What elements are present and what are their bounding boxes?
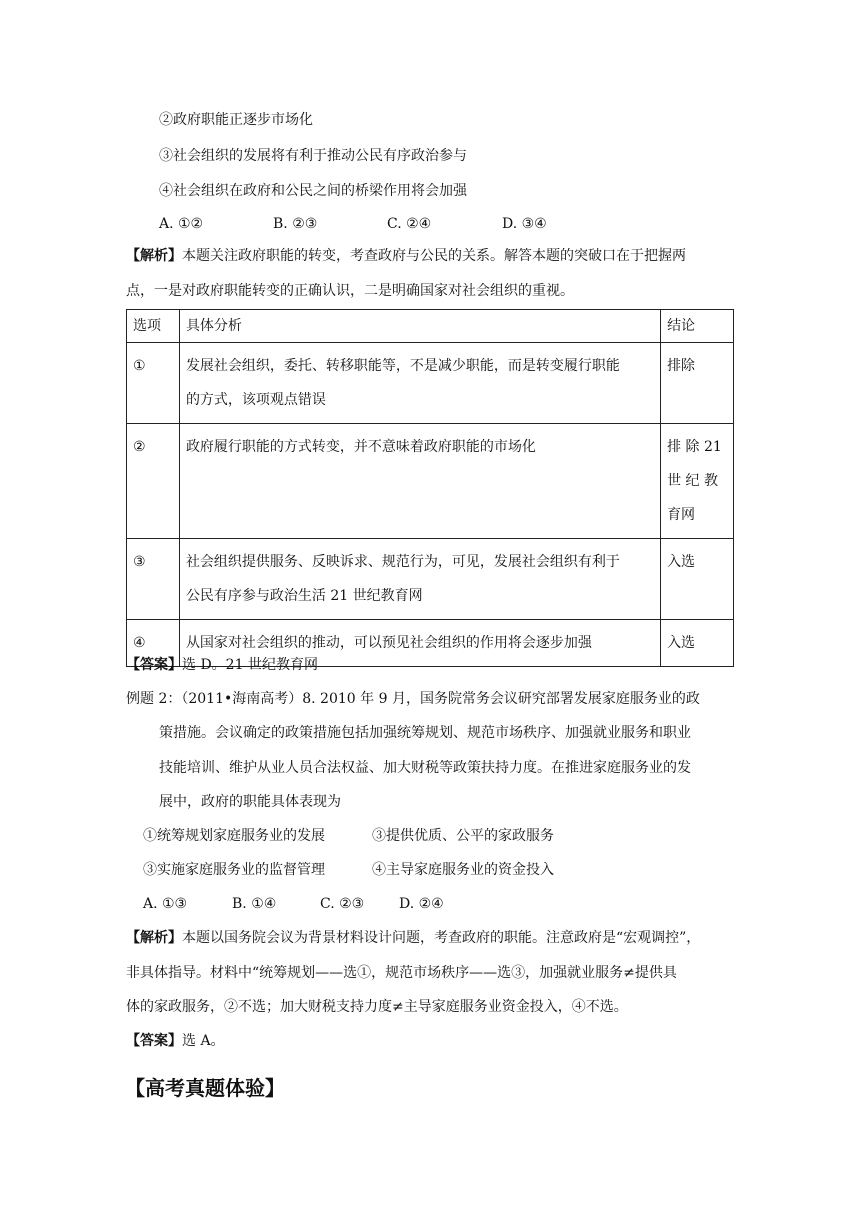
q2-statement-1: ①统筹规划家庭服务业的发展 xyxy=(143,828,325,844)
table-cell-analysis xyxy=(179,343,660,424)
table-cell-analysis xyxy=(179,539,660,620)
q1-analysis-line-2: 点，一是对政府职能转变的正确认识，二是明确国家对社会组织的重视。 xyxy=(126,283,574,299)
q2-option-b: B. ①④ xyxy=(232,896,277,912)
q1-option-a: A. ①② xyxy=(159,216,204,232)
cell-text-line: 发展社会组织，委托、转移职能等，不是减少职能，而是转变履行职能 xyxy=(185,358,620,374)
table-row xyxy=(127,343,734,424)
q2-analysis-text-1: 本题以国务院会议为背景材料设计问题，考查政府的职能。注意政府是“宏观调控”， xyxy=(182,930,701,946)
table-header-row xyxy=(127,310,734,343)
q2-stem-line-3: 技能培训、维护从业人员合法权益、加大财税等政策扶持力度。在推进家庭服务业的发 xyxy=(159,760,691,776)
q1-statement-3: ③社会组织的发展将有利于推动公民有序政治参与 xyxy=(159,148,467,164)
cell-text-line: 入选 xyxy=(667,554,696,570)
q2-stem-line-2: 策措施。会议确定的政策措施包括加强统筹规划、规范市场秩序、加强就业服务和职业 xyxy=(159,725,691,741)
q1-answer-label: 【答案】 xyxy=(126,657,182,673)
q1-option-c: C. ②④ xyxy=(387,216,432,232)
table-cell-conclusion xyxy=(661,620,734,667)
q2-answer-text: 选 A。 xyxy=(182,1033,225,1049)
cell-text-line: 社会组织提供服务、反映诉求、规范行为，可见，发展社会组织有利于 xyxy=(185,554,620,570)
q2-answer xyxy=(126,1031,225,1051)
q2-analysis-label: 【解析】 xyxy=(126,930,182,946)
table-cell-conclusion xyxy=(661,539,734,620)
q2-analysis-line-1 xyxy=(126,928,700,948)
analysis-table xyxy=(126,309,734,667)
q2-option-c: C. ②③ xyxy=(320,896,365,912)
q1-analysis-text-1: 本题关注政府职能的转变，考查政府与公民的关系。解答本题的突破口在于把握两 xyxy=(182,248,686,264)
cell-text-line: 从国家对社会组织的推动，可以预见社会组织的作用将会逐步加强 xyxy=(185,635,592,651)
table-row xyxy=(127,424,734,539)
q2-analysis-line-3: 体的家政服务，②不选；加大财税支持力度≠主导家庭服务业资金投入，④不选。 xyxy=(126,999,628,1015)
table-cell-analysis xyxy=(179,424,660,539)
table-header-option: 选项 xyxy=(127,310,180,343)
q1-analysis-line-1 xyxy=(126,246,686,266)
table-header-conclusion: 结论 xyxy=(661,310,734,343)
table-cell-option: ④ xyxy=(127,620,180,667)
q1-statement-2: ②政府职能正逐步市场化 xyxy=(159,112,313,128)
table-cell-conclusion xyxy=(661,424,734,539)
q1-option-d: D. ③④ xyxy=(502,216,547,232)
table-cell-option: ③ xyxy=(127,539,180,620)
q2-statement-3a: ③提供优质、公平的家政服务 xyxy=(372,828,554,844)
q2-answer-label: 【答案】 xyxy=(126,1033,182,1049)
q2-stem-line-1: 例题 2：（2011•海南高考）8. 2010 年 9 月，国务院常务会议研究部署发展家庭服务业的政 xyxy=(126,691,700,707)
section-title: 【高考真题体验】 xyxy=(125,1076,285,1100)
q2-option-d: D. ②④ xyxy=(399,896,444,912)
cell-text-line: 的方式，该项观点错误 xyxy=(185,392,326,408)
cell-text-line: 排除 xyxy=(667,358,696,374)
q2-stem-line-4: 展中，政府的职能具体表现为 xyxy=(159,794,341,810)
q2-option-a: A. ①③ xyxy=(143,896,188,912)
q1-analysis-label: 【解析】 xyxy=(126,248,182,264)
table-row xyxy=(127,539,734,620)
cell-text-line: 公民有序参与政治生活 21 世纪教育网 xyxy=(185,588,423,604)
q1-option-b: B. ②③ xyxy=(273,216,318,232)
q1-statement-4: ④社会组织在政府和公民之间的桥梁作用将会加强 xyxy=(159,183,467,199)
q2-analysis-line-2: 非具体指导。材料中“统筹规划——选①，规范市场秩序——选③，加强就业服务≠提供具 xyxy=(126,965,677,981)
cell-text-line: 排 除 21 xyxy=(667,439,722,455)
q2-statement-4: ④主导家庭服务业的资金投入 xyxy=(372,862,554,878)
q1-answer xyxy=(126,655,318,675)
table-header-analysis: 具体分析 xyxy=(179,310,660,343)
table-cell-conclusion xyxy=(661,343,734,424)
cell-text-line: 世 纪 教 xyxy=(667,473,718,489)
q2-statement-3b: ③实施家庭服务业的监督管理 xyxy=(143,862,325,878)
table-cell-option: ① xyxy=(127,343,180,424)
cell-text-line: 入选 xyxy=(667,635,696,651)
cell-text-line: 育网 xyxy=(667,507,696,523)
table-cell-option: ② xyxy=(127,424,180,539)
q1-answer-text: 选 D。21 世纪教育网 xyxy=(182,657,318,673)
cell-text-line: 政府履行职能的方式转变，并不意味着政府职能的市场化 xyxy=(185,439,536,455)
